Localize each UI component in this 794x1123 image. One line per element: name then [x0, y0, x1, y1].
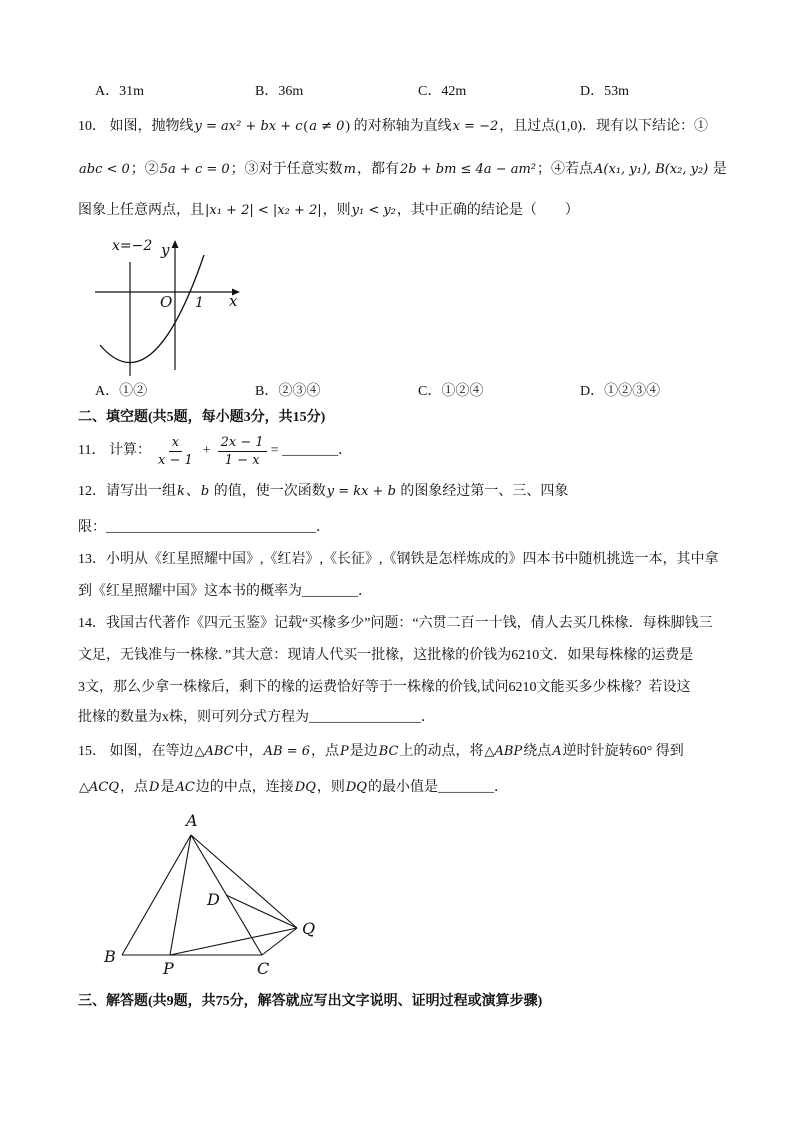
math-expression: A(x₁, y₁), B(x₂, y₂) — [594, 162, 709, 177]
math-expression: D — [149, 780, 160, 795]
text-run: ( — [303, 119, 309, 134]
text-run: ，其中正确的结论是（ ） — [396, 203, 579, 218]
q10-line-2 — [78, 160, 727, 180]
q15-line-2 — [78, 778, 508, 798]
math-expression: △ABP — [484, 744, 523, 759]
text-run: ；② — [130, 162, 159, 177]
q12-line-2 — [78, 518, 330, 538]
text-run: 上的动点，将 — [399, 744, 484, 759]
math-expression: y = kx + b — [326, 484, 396, 499]
q10-option-b: B．②③④ — [255, 384, 321, 399]
section-2-heading: 二、填空题(共5题，每小题3分，共15分) — [78, 410, 326, 425]
segment-aq — [191, 835, 297, 928]
math-expression: x = −2 — [452, 119, 499, 134]
q10-line-3 — [78, 201, 579, 221]
math-expression: DQ — [294, 780, 316, 795]
text-run: ，都有 — [357, 162, 399, 177]
q12-line-1 — [78, 482, 568, 502]
point-c-label: C — [257, 959, 270, 978]
point-q-label: Q — [302, 919, 316, 938]
text-run: ，点 — [120, 780, 148, 795]
triangle-figure — [95, 810, 330, 980]
math-expression: AC — [175, 780, 195, 795]
fraction-2-denominator: 1 − x — [224, 452, 260, 468]
math-expression: DQ — [345, 780, 367, 795]
math-expression: b — [200, 484, 210, 499]
q14-line-4 — [78, 708, 435, 728]
text-run: 15． 如图，在等边 — [78, 744, 194, 759]
fraction-2-numerator: 2x − 1 — [218, 435, 267, 452]
text-run: 的最小值是________． — [367, 780, 508, 795]
math-expression: BC — [378, 744, 399, 759]
text-run: ) 的对称轴为直线 — [345, 119, 452, 134]
q10-option-a: A．①② — [95, 384, 148, 399]
text-run: 到《红星照耀中国》这本书的概率为________． — [78, 584, 372, 599]
text-run: 是 — [709, 162, 727, 177]
math-expression: △ACQ — [79, 780, 119, 795]
root-label: 1 — [195, 295, 204, 311]
text-run: 13．小明从《红星照耀中国》,《红岩》,《长征》,《钢铁是怎样炼成的》四本书中随机挑选一本，其中拿 — [78, 552, 719, 567]
text-run: 绕点 — [523, 744, 552, 759]
text-run: 边的中点，连接 — [195, 780, 294, 795]
math-expression: y = ax² + bx + c — [194, 119, 303, 134]
text-run: 10． 如图，抛物线 — [78, 119, 194, 134]
x-axis-label: x — [229, 292, 238, 310]
q11-prefix: 11． 计算： — [78, 443, 151, 458]
text-run: 是 — [160, 780, 175, 795]
plus-sign: + — [202, 443, 211, 458]
text-run: ，则 — [316, 780, 345, 795]
point-p-label: P — [163, 959, 174, 978]
fraction-1-denominator: x − 1 — [157, 452, 193, 468]
q11-suffix: = ________． — [270, 443, 353, 458]
math-expression: a ≠ 0 — [309, 119, 345, 134]
q14-line-1 — [78, 614, 713, 634]
text-run: ，则 — [322, 203, 351, 218]
q10-option-c: C．①②④ — [418, 384, 484, 399]
q10-option-d: D．①②③④ — [580, 384, 661, 399]
math-expression: A — [552, 744, 562, 759]
fraction-1-numerator: x — [169, 435, 182, 452]
text-run: ；④若点 — [537, 162, 594, 177]
text-run: 图象上任意两点，且 — [78, 203, 204, 218]
math-expression: k — [177, 484, 185, 499]
text-run: 的图象经过第一、三、四象 — [396, 484, 569, 499]
segment-pq — [170, 928, 297, 955]
text-run: 12．请写出一组 — [78, 484, 176, 499]
math-expression: abc < 0 — [79, 162, 130, 177]
q9-option-c: C．42m — [418, 84, 467, 99]
point-b-label: B — [104, 947, 116, 966]
q9-option-a: A．31m — [95, 84, 144, 99]
q15-line-1 — [78, 742, 684, 762]
point-a-label: A — [186, 811, 198, 830]
text-run: 批椽的数量为x株，则可列分式方程为________________． — [78, 710, 435, 725]
parabola-curve — [100, 255, 204, 363]
math-expression: 2b + bm ≤ 4a − am² — [400, 162, 537, 177]
q14-line-3 — [78, 678, 691, 698]
text-run: 、 — [185, 484, 200, 499]
math-expression: |x₁ + 2| < |x₂ + 2| — [205, 203, 322, 218]
text-run: ；③对于任意实数 — [230, 162, 343, 177]
q9-option-b: B．36m — [255, 84, 304, 99]
math-expression: m — [343, 162, 356, 177]
text-run: 中， — [234, 744, 263, 759]
text-run: 的值，使一次函数 — [210, 484, 326, 499]
q9-option-d: D．53m — [580, 84, 629, 99]
text-run: ，且过点(1,0)．现有以下结论：① — [499, 119, 709, 134]
fraction-1 — [155, 435, 196, 468]
text-run: 3文，那么少拿一株椽后，剩下的椽的运费恰好等于一株椽的价钱,试问6210文能买多少株椽？若设这 — [78, 680, 691, 695]
math-expression: △ABC — [194, 744, 234, 759]
q14-line-2 — [78, 646, 693, 666]
math-expression: AB = 6 — [263, 744, 311, 759]
text-run: 逆时针旋转60° 得到 — [562, 744, 684, 759]
section-3-heading: 三、解答题(共9题，共75分，解答就应写出文字说明、证明过程或演算步骤) — [78, 994, 543, 1009]
y-axis-arrow — [172, 240, 179, 248]
origin-label: O — [160, 293, 173, 311]
text-run: 文足，无钱准与一株椽．”其大意：现请人代买一批椽，这批椽的价钱为6210文．如果每株椽的运费是 — [78, 648, 694, 663]
text-run: 是边 — [349, 744, 378, 759]
q10-line-1 — [78, 117, 708, 137]
text-run: ，点 — [311, 744, 340, 759]
y-axis-label: y — [161, 241, 170, 259]
point-d-label: D — [207, 890, 220, 909]
fraction-2 — [218, 435, 267, 468]
q13-line-1 — [78, 550, 719, 570]
q13-line-2 — [78, 582, 372, 602]
parabola-graph — [90, 233, 245, 380]
text-run: 14．我国古代著作《四元玉鉴》记载“买椽多少”问题：“六贯二百一十钱，倩人去买几株椽．每株脚钱三 — [78, 616, 713, 631]
math-expression: 5a + c = 0 — [159, 162, 230, 177]
q11-line — [78, 433, 352, 469]
math-expression: y₁ < y₂ — [351, 203, 396, 218]
symmetry-axis-label: x=−2 — [112, 238, 153, 254]
text-run: 限：______________________________． — [78, 520, 330, 535]
math-expression: P — [340, 744, 349, 759]
